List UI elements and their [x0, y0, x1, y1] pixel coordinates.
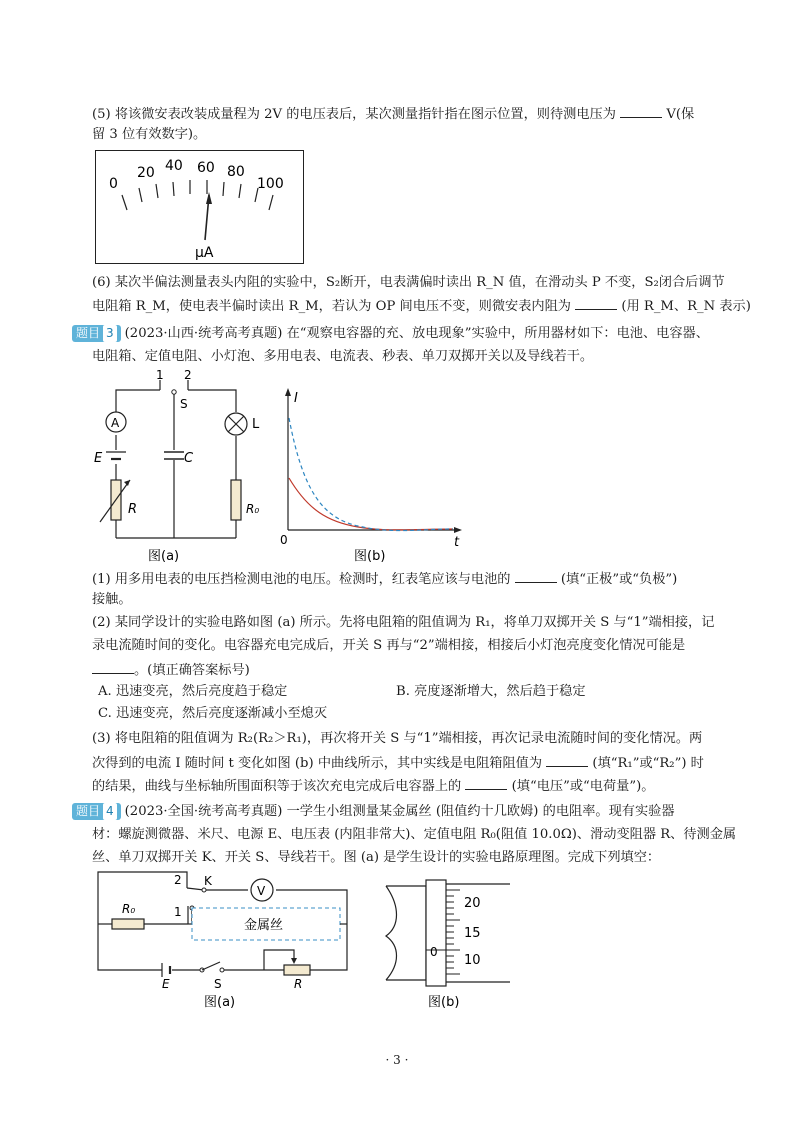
solid-curve: [289, 478, 453, 530]
current-time-graph: [278, 382, 468, 564]
q5-line1: (5) 将该微安表改装成量程为 2V 的电压表后，某次测量指针指在图示位置，则待测电压为 V(保: [92, 103, 694, 125]
problem-4-line3: 丝、单刀双掷开关 K、开关 S、导线若干。图 (a) 是学生设计的实验电路原理图。完成下列填空：: [92, 850, 661, 865]
svg-text:S: S: [214, 977, 222, 991]
q6-line1: (6) 某次半偏法测量表头内阻的实验中，S₂断开，电表满偏时读出 R_N 值，在滑动头 P 不变，S₂闭合后调节: [92, 275, 725, 290]
meter-tick-40: 40: [165, 158, 183, 174]
meter-tick-20: 20: [137, 165, 155, 181]
answer-blank[interactable]: [575, 295, 617, 310]
p3-q3-line3: 的结果，曲线与坐标轴所围面积等于该次充电完成后电容器上的 (填“电压”或“电荷量”)。: [92, 775, 654, 797]
figure-b-caption: 图(b): [428, 995, 460, 1010]
figure-a-caption: 图(a): [204, 995, 236, 1008]
svg-text:R₀: R₀: [246, 502, 260, 516]
svg-text:t: t: [454, 535, 460, 550]
capacitor-circuit-figure: [88, 370, 263, 565]
q5-line2: 留 3 位有效数字)。: [92, 127, 207, 142]
metal-wire-label: 金属丝: [244, 918, 284, 933]
svg-text:L: L: [252, 417, 260, 432]
answer-blank[interactable]: [465, 775, 507, 790]
svg-text:R: R: [294, 977, 303, 991]
svg-text:1: 1: [174, 905, 182, 919]
problem-3-line2: 电阻箱、定值电阻、小灯泡、多用电表、电流表、秒表、单刀双掷开关以及导线若干。: [92, 349, 594, 364]
p3-q1-line2: 接触。: [92, 592, 132, 607]
p3-q1-line1: (1) 用多用电表的电压挡检测电池的电压。检测时，红表笔应该与电池的 (填“正极”或“负极”): [92, 568, 677, 590]
figure-a-caption: 图(a): [148, 549, 180, 564]
resistivity-circuit-figure: [92, 866, 360, 1008]
problem-4-line1: 题目 4 (2023·全国·统考高考真题) 一学生小组测量某金属丝 (阻值约十几欧姆) 的电阻率。现有实验器: [72, 802, 675, 822]
svg-text:E: E: [94, 451, 103, 466]
svg-text:1: 1: [156, 370, 164, 382]
svg-text:V: V: [257, 884, 266, 898]
option-b: B. 亮度逐渐增大，然后趋于稳定: [396, 684, 586, 699]
svg-text:10: 10: [464, 953, 481, 968]
svg-text:2: 2: [174, 873, 182, 887]
answer-blank[interactable]: [620, 103, 662, 118]
meter-tick-100: 100: [257, 176, 284, 192]
meter-unit: μA: [195, 245, 214, 261]
svg-text:0: 0: [280, 533, 288, 547]
svg-text:S: S: [180, 397, 188, 411]
q6-line2: 电阻箱 R_M，使电表半偏时读出 R_M，若认为 OP 间电压不变，则微安表内阻为 (用 R_M、R_N 表示): [92, 295, 751, 317]
svg-text:R: R: [128, 502, 138, 517]
svg-text:15: 15: [464, 926, 481, 941]
page-number: · 3 ·: [385, 1053, 409, 1067]
svg-text:A: A: [111, 416, 120, 430]
option-a: A. 迅速变亮，然后亮度趋于稳定: [98, 684, 288, 699]
meter-tick-0: 0: [109, 176, 118, 192]
meter-tick-60: 60: [197, 160, 215, 176]
svg-text:I: I: [294, 391, 298, 406]
svg-text:K: K: [204, 874, 212, 888]
problem-3-line1: 题目 3 (2023·山西·统考高考真题) 在“观察电容器的充、放电现象”实验中，所用器材如下：电池、电容器、: [72, 324, 709, 344]
dashed-curve: [289, 418, 453, 531]
microammeter-figure: [95, 150, 305, 265]
p3-q2-line3: 。(填正确答案标号): [92, 659, 250, 681]
meter-tick-80: 80: [227, 164, 245, 180]
problem-tag: 题目 3: [72, 325, 121, 342]
svg-text:E: E: [162, 977, 170, 991]
answer-blank[interactable]: [515, 568, 557, 583]
answer-blank[interactable]: [92, 659, 134, 674]
svg-text:20: 20: [464, 896, 481, 911]
p3-q2-line2: 录电流随时间的变化。电容器充电完成后，开关 S 再与“2”端相接，相接后小灯泡亮度变化情况可能是: [92, 638, 686, 653]
figure-b-caption: 图(b): [354, 549, 386, 564]
option-c: C. 迅速变亮，然后亮度逐渐减小至熄灭: [98, 706, 328, 721]
svg-text:2: 2: [184, 370, 192, 382]
p3-q2-line1: (2) 某同学设计的实验电路如图 (a) 所示。先将电阻箱的阻值调为 R₁，将单刀双掷开关 S 与“1”端相接，记: [92, 615, 715, 630]
micrometer-figure: [380, 876, 520, 1010]
svg-text:C: C: [184, 451, 194, 466]
problem-tag: 题目 4: [72, 803, 121, 820]
p3-q3-line1: (3) 将电阻箱的阻值调为 R₂(R₂＞R₁)，再次将开关 S 与“1”端相接，再次记录电流随时间的变化情况。两: [92, 731, 703, 746]
p3-q3-line2: 次得到的电流 I 随时间 t 变化如图 (b) 中曲线所示，其中实线是电阻箱阻值为 (填“R₁”或“R₂”) 时: [92, 752, 704, 774]
answer-blank[interactable]: [546, 752, 588, 767]
svg-text:0: 0: [430, 945, 438, 959]
svg-text:R₀: R₀: [122, 902, 136, 916]
problem-4-line2: 材：螺旋测微器、米尺、电源 E、电压表 (内阻非常大)、定值电阻 R₀(阻值 10.0Ω)、滑动变阻器 R、待测金属: [92, 827, 737, 842]
